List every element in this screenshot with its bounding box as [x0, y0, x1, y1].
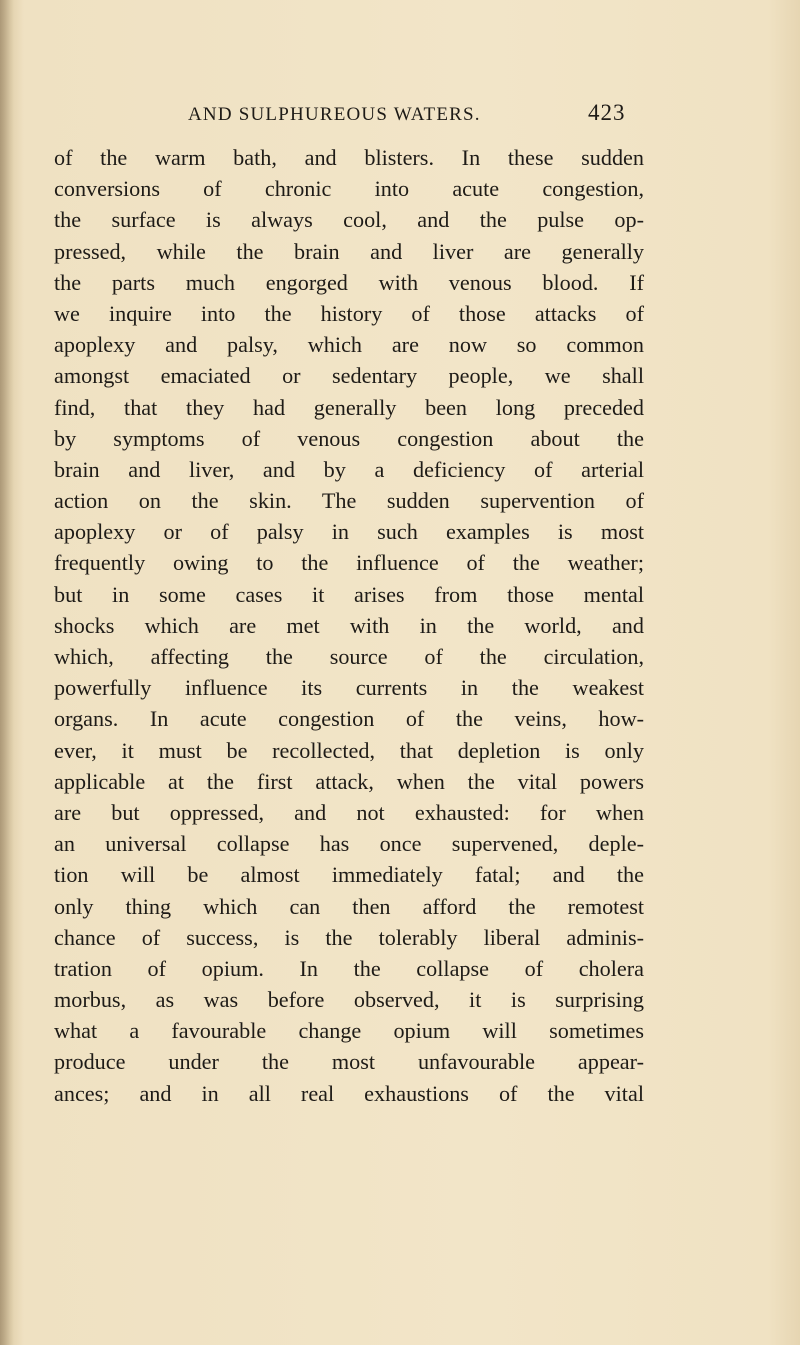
- text-line: shocks which are met with in the world, and: [54, 612, 644, 638]
- text-line: but in some cases it arises from those mental: [54, 581, 644, 607]
- text-line: the surface is always cool, and the pulse op-: [54, 207, 644, 233]
- text-line: tration of opium. In the collapse of cholera: [54, 955, 644, 981]
- text-line: ever, it must be recollected, that depletion is only: [54, 737, 644, 763]
- text-line: chance of success, is the tolerably liberal adminis-: [54, 924, 644, 950]
- spine-shadow: [0, 0, 14, 1345]
- text-line: pressed, while the brain and liver are generally: [54, 238, 644, 264]
- text-line: produce under the most unfavourable appear-: [54, 1049, 644, 1075]
- text-line: applicable at the first attack, when the vital powers: [54, 768, 644, 794]
- running-head: [188, 104, 628, 128]
- text-line: are but oppressed, and not exhausted: for when: [54, 799, 644, 825]
- text-line: an universal collapse has once supervened, deple-: [54, 831, 644, 857]
- text-line: apoplexy or of palsy in such examples is most: [54, 519, 644, 545]
- text-line: which, affecting the source of the circulation,: [54, 644, 644, 669]
- text-line: the parts much engorged with venous blood. If: [54, 269, 644, 295]
- text-line: find, that they had generally been long preceded: [54, 394, 644, 420]
- text-line: conversions of chronic into acute congestion,: [54, 176, 644, 202]
- text-line: action on the skin. The sudden supervention of: [54, 488, 644, 514]
- text-line: ances; and in all real exhaustions of the vital: [54, 1080, 644, 1106]
- text-line: we inquire into the history of those attacks of: [54, 300, 644, 326]
- text-line: of the warm bath, and blisters. In these sudden: [54, 145, 644, 170]
- text-line: morbus, as was before observed, it is surprising: [54, 987, 644, 1013]
- text-line: what a favourable change opium will sometimes: [54, 1018, 644, 1044]
- page-number: 423: [588, 100, 626, 125]
- text-line: tion will be almost immediately fatal; and the: [54, 862, 644, 888]
- text-line: frequently owing to the influence of the weather;: [54, 550, 644, 576]
- text-line: powerfully influence its currents in the weakest: [54, 675, 644, 701]
- text-line: by symptoms of venous congestion about the: [54, 425, 644, 451]
- text-line: organs. In acute congestion of the veins, how-: [54, 706, 644, 732]
- body-text: [54, 142, 644, 1109]
- text-line: apoplexy and palsy, which are now so common: [54, 332, 644, 358]
- running-title: AND SULPHUREOUS WATERS.: [188, 104, 481, 125]
- text-line: amongst emaciated or sedentary people, we shall: [54, 363, 644, 389]
- text-line: only thing which can then afford the remotest: [54, 893, 644, 919]
- text-line: brain and liver, and by a deficiency of arterial: [54, 456, 644, 482]
